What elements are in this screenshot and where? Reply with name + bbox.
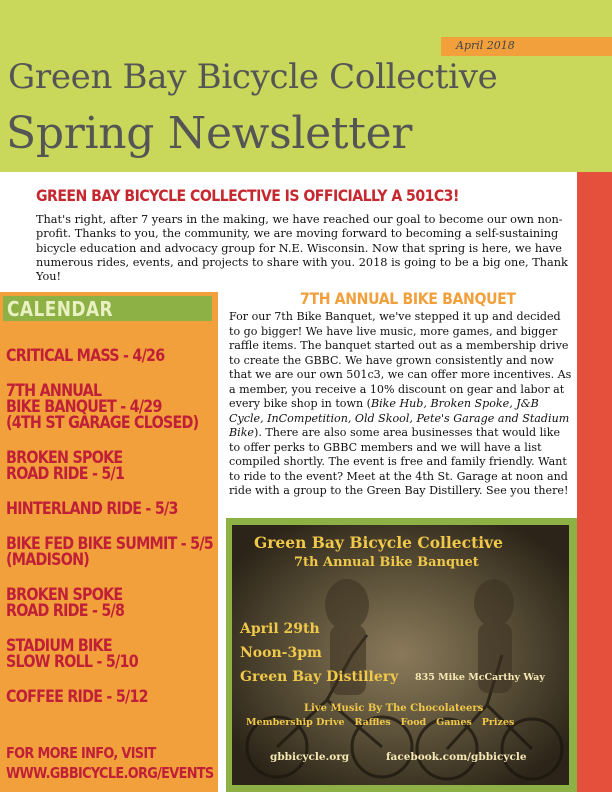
calendar-event: BIKE FED BIKE SUMMIT - 5/5 (MADISON) (6, 534, 213, 570)
intro-body: That's right, after 7 years in the making, we have reached our goal to become our own non-profit. Thanks to you, the community, we are moving forward to becoming a self-sustaining bicycle education and advocacy group for N.E. Wisconsin. Now that spring is here, we have numerous rides, events, and projects to share with you. 2018 is going to be a big one, Thank You! (36, 213, 568, 284)
calendar-panel (0, 292, 218, 792)
issue-date: April 2018 (456, 39, 515, 52)
poster-facebook: facebook.com/gbbicycle (386, 751, 527, 763)
intro-headline: GREEN BAY BICYCLE COLLECTIVE IS OFFICIALLY A 501C3! (36, 186, 459, 205)
event-poster (232, 525, 569, 785)
bike-shops-list: Bike Hub, Broken Spoke, J&B Cycle, InCompetition, Old Skool, Pete's Garage and Stadium Bike (229, 397, 570, 439)
poster-venue: Green Bay Distillery (240, 669, 399, 685)
calendar-event: BROKEN SPOKE ROAD RIDE - 5/8 (6, 585, 125, 621)
banquet-heading: 7TH ANNUAL BIKE BANQUET (300, 289, 516, 308)
calendar-event: STADIUM BIKE SLOW ROLL - 5/10 (6, 636, 138, 672)
banquet-body-text: For our 7th Bike Banquet, we've stepped it up and decided to go bigger! We have live music, more games, and bigger raffle items. The banquet started out as a membership drive to create the GBBC. We have grown consistently and now that we are our own 501c3, we can offer more incentives. As a member, you receive a 10% discount on gear and labor at every bike shop in town ( (229, 310, 572, 410)
poster-website: gbbicycle.org (270, 751, 350, 763)
poster-subtitle: 7th Annual Bike Banquet (294, 555, 479, 570)
calendar-event: COFFEE RIDE - 5/12 (6, 687, 148, 707)
poster-music: Live Music By The Chocolateers (304, 703, 484, 714)
calendar-more-info-link[interactable]: FOR MORE INFO, VISIT WWW.GBBICYCLE.ORG/EVENTS (6, 744, 214, 782)
banquet-body (229, 310, 574, 499)
event-poster-frame (226, 518, 577, 792)
poster-time: Noon-3pm (240, 645, 322, 661)
calendar-event: HINTERLAND RIDE - 5/3 (6, 499, 178, 519)
newsletter-title: Green Bay Bicycle Collective (8, 57, 498, 97)
date-tag (441, 37, 612, 56)
banquet-body-text: ). There are also some area businesses that would like to offer perks to GBBC members and we will have a list compiled shortly. The event is free and family friendly. Want to ride to the event? Meet at the 4th St. Garage at noon and ride with a group to the Green Bay Distillery. See you there! (229, 426, 569, 497)
poster-activities: Membership Drive Raffles Food Games Prizes (246, 717, 515, 728)
poster-title: Green Bay Bicycle Collective (254, 533, 504, 552)
newsletter-header (0, 0, 612, 172)
calendar-events (6, 348, 218, 724)
calendar-event: CRITICAL MASS - 4/26 (6, 346, 165, 366)
calendar-event: 7TH ANNUAL BIKE BANQUET - 4/29 (4TH ST GARAGE CLOSED) (6, 381, 199, 433)
side-accent-bar (577, 172, 612, 792)
poster-address: 835 Mike McCarthy Way (415, 672, 545, 683)
calendar-title: CALENDAR (7, 297, 114, 321)
poster-date: April 29th (240, 621, 320, 637)
calendar-event: BROKEN SPOKE ROAD RIDE - 5/1 (6, 448, 125, 484)
newsletter-subtitle: Spring Newsletter (6, 108, 413, 159)
calendar-title-box (3, 296, 212, 321)
